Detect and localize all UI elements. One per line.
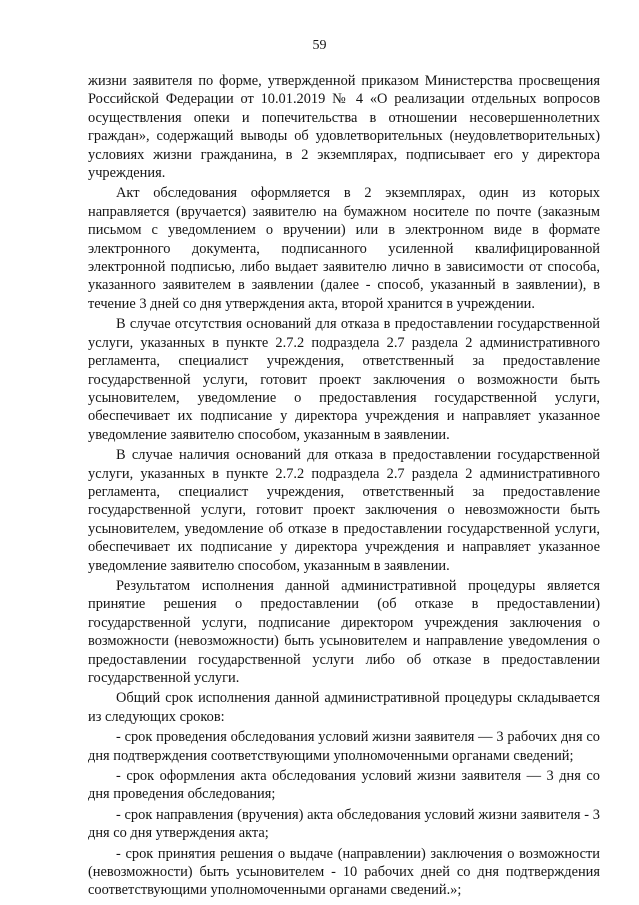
paragraph-total-term: Общий срок исполнения данной административной процедуры складывается из следующих сроков: bbox=[88, 690, 600, 725]
paragraph-grounds-refusal: В случае наличия оснований для отказа в предоставлении государственной услуги, указанных в пункте 2.7.2 подраздела 2.7 раздела 2 административного регламента, специалист учреждения, ответственный за предоставление государственной услуги, готовит проект заключения о невозможности быть усыновителем, уведомление об отказе в предоставлении государственной услуги, обеспечивает их подписание у директора учреждения и направляет указанное уведомление заявителю способом, указанным в заявлении. bbox=[88, 447, 600, 574]
list-item: - срок направления (вручения) акта обследования условий жизни заявителя - 3 дня со дня утверждения акта; bbox=[88, 806, 600, 842]
page-number: 59 bbox=[312, 38, 327, 53]
list-item: - срок принятия решения о выдаче (направлении) заключения о возможности (невозможности) быть усыновителем - 10 рабочих дней со дня подтверждения соответствующими уполномоченными органами сведений.»; bbox=[88, 845, 600, 899]
document-body bbox=[88, 72, 600, 902]
paragraph-act-inspection: Акт обследования оформляется в 2 экземплярах, один из которых направляется (вручается) заявителю на бумажном носителе по почте (заказным письмом с уведомлением о вручении) или в электронном виде в формате электронного документа, подписанного усиленной квалифицированной электронной подписью, либо выдает заявителю лично в зависимости от способа, указанного заявителем в заявлении (далее - способ, указанный в заявлении), в течение 3 дней со дня утверждения акта, второй хранится в учреждении. bbox=[88, 185, 600, 312]
terms-list bbox=[88, 728, 600, 900]
paragraph-result: Результатом исполнения данной административной процедуры является принятие решения о предоставлении (об отказе в предоставлении) государственной услуги, подписание директором учреждения заключения о возможности (невозможности) быть усыновителем и направление уведомления о предоставлении государственной услуги либо об отказе в предоставлении государственной услуги. bbox=[88, 577, 600, 686]
paragraph-continuation: жизни заявителя по форме, утвержденной приказом Министерства просвещения Российской Федерации от 10.01.2019 № 4 «О реализации отдельных вопросов осуществления опеки и попечительства в отношении несовершеннолетних граждан», содержащий выводы об удовлетворительных (неудовлетворительных) условиях жизни гражданина, в 2 экземплярах, подписывает его у директора учреждения. bbox=[88, 73, 600, 182]
paragraph-no-grounds-refusal: В случае отсутствия оснований для отказа в предоставлении государственной услуги, указанных в пункте 2.7.2 подраздела 2.7 раздела 2 административного регламента, специалист учреждения, ответственный за предоставление государственной услуги, готовит проект заключения о возможности быть усыновителем, уведомление о предоставления государственной услуги, обеспечивает их подписание у директора учреждения и направляет указанное уведомление заявителю способом, указанным в заявлении. bbox=[88, 316, 600, 443]
list-item: - срок оформления акта обследования условий жизни заявителя — 3 дня со дня проведения обследования; bbox=[88, 768, 600, 803]
list-item: - срок проведения обследования условий жизни заявителя — 3 рабочих дня со дня подтверждения соответствующими уполномоченными органами сведений; bbox=[88, 729, 600, 764]
